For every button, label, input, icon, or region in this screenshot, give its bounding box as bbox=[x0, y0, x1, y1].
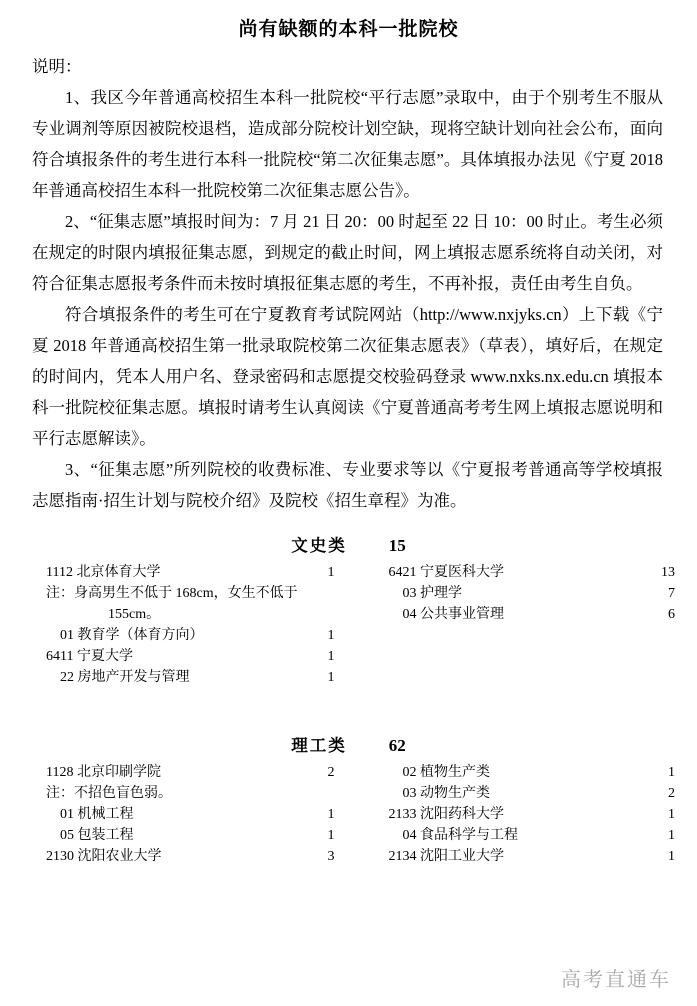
row-number: 13 bbox=[661, 565, 675, 580]
document-page bbox=[0, 14, 697, 1006]
row-text: 05 包装工程 bbox=[60, 828, 134, 843]
row-number: 1 bbox=[327, 565, 335, 580]
table-row bbox=[22, 646, 335, 667]
table-row bbox=[365, 583, 676, 604]
row-number: 1 bbox=[668, 849, 675, 864]
row-text: 2130 沈阳农业大学 bbox=[46, 849, 162, 864]
table-row bbox=[22, 825, 335, 846]
table-row bbox=[22, 583, 335, 604]
section-name: 文史类 bbox=[291, 536, 347, 555]
row-text: 注：身高男生不低于 168cm，女生不低于 bbox=[46, 586, 298, 601]
paragraph-2: 2、“征集志愿”填报时间为：7 月 21 日 20：00 时起至 22 日 10：00 时止。考生必须在规定的时限内填报征集志愿，到规定的截止时间，网上填报志愿系统将自动关闭，对符合征集志愿报考条件而未按时填报征集志愿的考生，不再补报，责任由考生自负。 bbox=[32, 212, 663, 293]
table-row bbox=[22, 762, 335, 783]
column-right bbox=[349, 562, 676, 688]
paragraph-1: 1、我区今年普通高校招生本科一批院校“平行志愿”录取中，由于个别考生不服从专业调剂等原因被院校退档，造成部分院校计划空缺，现将空缺计划向社会公布，面向符合填报条件的考生进行本科一批院校“第二次征集志愿”。具体填报办法见《宁夏 2018 年普通高校招生本科一批院校第二次征集志愿公告》。 bbox=[32, 88, 663, 200]
section-table-science bbox=[0, 762, 697, 867]
row-number: 1 bbox=[327, 807, 335, 822]
paragraph-4: 3、“征集志愿”所列院校的收费标准、专业要求等以《宁夏报考普通高等学校填报志愿指南·招生计划与院校介绍》及院校《招生章程》为准。 bbox=[32, 460, 663, 510]
paragraph-3: 符合填报条件的考生可在宁夏教育考试院网站（http://www.nxjyks.cn）上下载《宁夏 2018 年普通高校招生第一批录取院校第二次征集志愿表》（草表），填好后，在规定的时间内，凭本人用户名、登录密码和志愿提交校验码登录 www.nxks.nx.edu.cn 填报本科一批院校征集志愿。填报时请考生认真阅读《宁夏普通高考考生网上填报志愿说明和平行志愿解读》。 bbox=[32, 305, 663, 448]
row-text: 6411 宁夏大学 bbox=[46, 649, 133, 664]
row-number: 1 bbox=[327, 649, 335, 664]
table-row bbox=[22, 625, 335, 646]
section-header-science bbox=[0, 732, 697, 756]
row-text: 04 公共事业管理 bbox=[402, 607, 504, 622]
row-text: 03 护理学 bbox=[402, 586, 462, 601]
row-text: 155cm。 bbox=[108, 607, 161, 622]
row-text: 04 食品科学与工程 bbox=[402, 828, 518, 843]
section-table-liberal-arts bbox=[0, 562, 697, 688]
note-label: 说明： bbox=[32, 57, 82, 76]
row-number: 2 bbox=[327, 765, 335, 780]
row-number: 1 bbox=[327, 670, 335, 685]
row-text: 2133 沈阳药科大学 bbox=[388, 807, 504, 822]
row-number: 1 bbox=[668, 828, 675, 843]
column-left bbox=[22, 562, 349, 688]
row-number: 1 bbox=[668, 765, 675, 780]
table-row bbox=[365, 604, 676, 625]
document-body bbox=[0, 51, 697, 516]
table-row bbox=[22, 667, 335, 688]
row-text: 1112 北京体育大学 bbox=[46, 565, 161, 580]
section-header-liberal-arts bbox=[0, 532, 697, 556]
table-row bbox=[22, 783, 335, 804]
row-text: 02 植物生产类 bbox=[402, 765, 490, 780]
page-title: 尚有缺额的本科一批院校 bbox=[238, 19, 459, 40]
table-row bbox=[365, 783, 676, 804]
table-row bbox=[22, 846, 335, 867]
row-text: 01 教育学（体育方向） bbox=[60, 628, 204, 643]
row-number: 2 bbox=[668, 786, 675, 801]
table-row bbox=[365, 804, 676, 825]
row-number: 3 bbox=[327, 849, 335, 864]
table-row bbox=[22, 562, 335, 583]
row-number: 1 bbox=[668, 807, 675, 822]
row-text: 03 动物生产类 bbox=[402, 786, 490, 801]
table-row bbox=[365, 562, 676, 583]
column-right bbox=[349, 762, 676, 867]
table-row bbox=[365, 762, 676, 783]
section-count: 62 bbox=[388, 736, 406, 755]
row-text: 2134 沈阳工业大学 bbox=[388, 849, 504, 864]
table-row bbox=[22, 804, 335, 825]
row-text: 1128 北京印刷学院 bbox=[46, 765, 161, 780]
row-number: 6 bbox=[668, 607, 675, 622]
section-count: 15 bbox=[388, 536, 406, 555]
section-name: 理工类 bbox=[291, 736, 347, 755]
row-number: 1 bbox=[327, 828, 335, 843]
table-row bbox=[365, 825, 676, 846]
watermark: 高考直通车 bbox=[561, 969, 671, 991]
row-number: 7 bbox=[668, 586, 675, 601]
row-text: 6421 宁夏医科大学 bbox=[388, 565, 504, 580]
row-text: 22 房地产开发与管理 bbox=[60, 670, 190, 685]
table-row bbox=[22, 604, 335, 625]
row-number: 1 bbox=[327, 628, 335, 643]
row-text: 注：不招色盲色弱。 bbox=[46, 786, 172, 801]
row-text: 01 机械工程 bbox=[60, 807, 134, 822]
column-left bbox=[22, 762, 349, 867]
table-row bbox=[365, 846, 676, 867]
